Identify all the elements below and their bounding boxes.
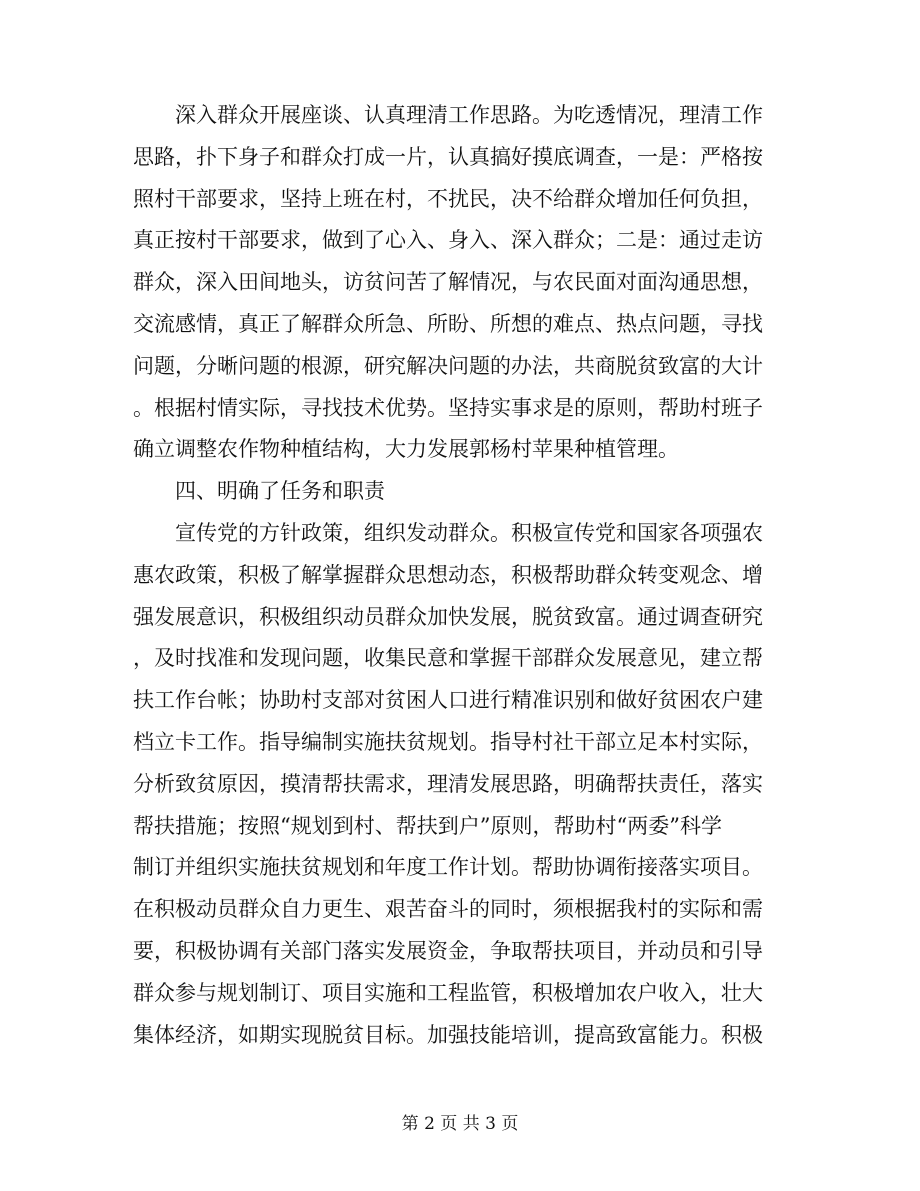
paragraph-line: 群众，深入田间地头，访贫问苦了解情况，与农民面对面沟通思想，	[133, 270, 763, 294]
paragraph-line: 扶工作台帐；协助村支部对贫困人口进行精准识别和做好贫困农户建	[133, 688, 763, 712]
page-number-footer: 第 2 页 共 3 页	[401, 1114, 519, 1134]
paragraph-line: 帮扶措施；按照“规划到村、帮扶到户”原则，帮助村“两委”科学	[133, 814, 722, 838]
paragraph-line: 分析致贫原因，摸清帮扶需求，理清发展思路，明确帮扶责任，落实	[133, 772, 763, 796]
paragraph-line: 照村干部要求，坚持上班在村，不扰民，决不给群众增加任何负担，	[133, 187, 763, 211]
paragraph-line: 思路，扑下身子和群众打成一片，认真搞好摸底调查，一是：严格按	[133, 145, 763, 169]
paragraph-line: 强发展意识，积极组织动员群众加快发展，脱贫致富。通过调查研究	[133, 605, 763, 629]
paragraph-line: 真正按村干部要求，做到了心入、身入、深入群众；二是：通过走访	[133, 228, 763, 252]
paragraph-line: 在积极动员群众自力更生、艰苦奋斗的同时，须根据我村的实际和需	[133, 897, 763, 921]
paragraph-line: 档立卡工作。指导编制实施扶贫规划。指导村社干部立足本村实际，	[133, 730, 763, 754]
paragraph-line: ，及时找准和发现问题，收集民意和掌握干部群众发展意见，建立帮	[133, 646, 763, 670]
paragraph-line: 要，积极协调有关部门落实发展资金，争取帮扶项目，并动员和引导	[133, 939, 763, 963]
paragraph-line: 深入群众开展座谈、认真理清工作思路。为吃透情况，理清工作	[175, 103, 763, 127]
paragraph-line: 。根据村情实际，寻找技术优势。坚持实事求是的原则，帮助村班子	[133, 396, 763, 420]
paragraph-line: 问题，分晰问题的根源，研究解决问题的办法，共商脱贫致富的大计	[133, 354, 763, 378]
paragraph-line: 群众参与规划制订、项目实施和工程监管，积极增加农户收入，壮大	[133, 981, 763, 1005]
paragraph-line: 集体经济，如期实现脱贫目标。加强技能培训，提高致富能力。积极	[133, 1023, 763, 1047]
paragraph-line: 交流感情，真正了解群众所急、所盼、所想的难点、热点问题，寻找	[133, 312, 763, 336]
paragraph-line: 宣传党的方针政策，组织发动群众。积极宣传党和国家各项强农	[175, 521, 763, 545]
paragraph-line: 确立调整农作物种植结构，大力发展郭杨村苹果种植管理。	[133, 437, 679, 461]
section-heading: 四、明确了任务和职责	[175, 479, 385, 503]
paragraph-line: 惠农政策，积极了解掌握群众思想动态，积极帮助群众转变观念、增	[133, 563, 763, 587]
paragraph-line: 制订并组织实施扶贫规划和年度工作计划。帮助协调衔接落实项目。	[133, 855, 763, 879]
